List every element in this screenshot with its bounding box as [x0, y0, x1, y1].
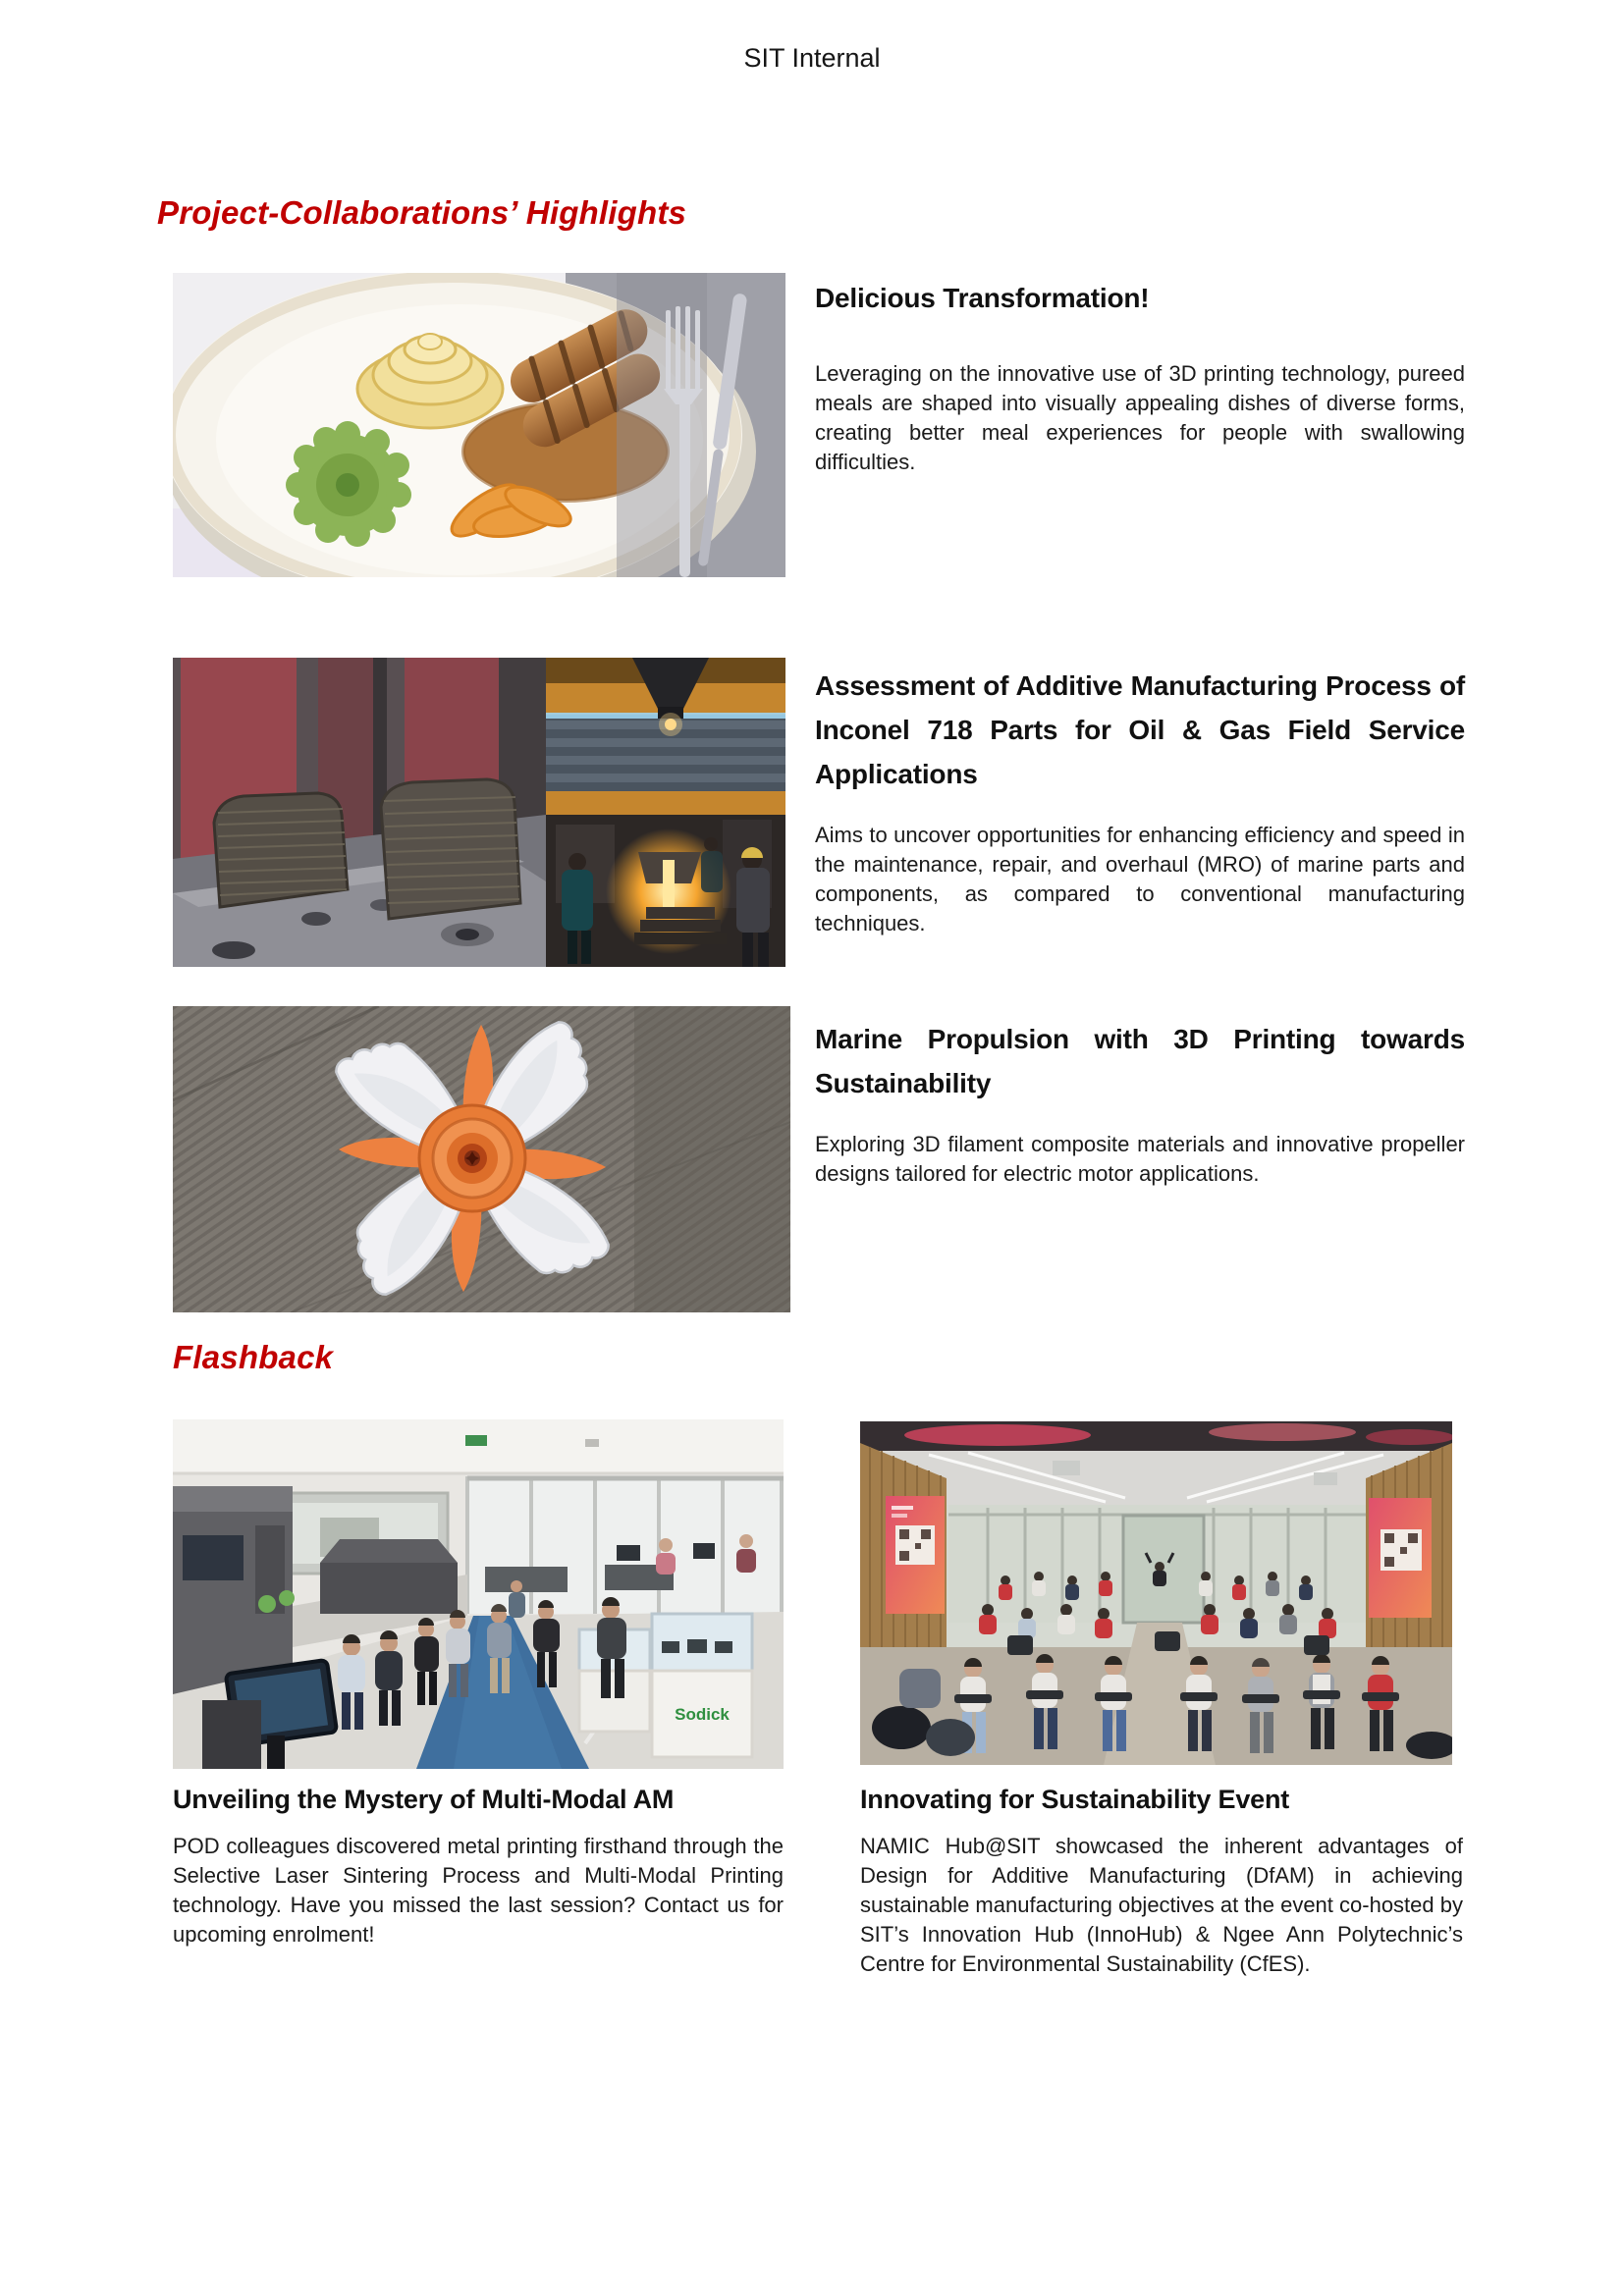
highlight-item-2 [815, 664, 1465, 938]
sustainability-event-audience-photo [860, 1421, 1452, 1765]
highlights-section-title: Project-Collaborations’ Highlights [157, 194, 687, 231]
printed-propeller-photo [173, 1006, 790, 1312]
flashback-1-heading: Unveiling the Mystery of Multi-Modal AM [173, 1785, 675, 1814]
highlight-item-3 [815, 1017, 1465, 1189]
highlight-1-heading: Delicious Transformation! [815, 283, 1150, 313]
page-classification-header: SIT Internal [743, 43, 881, 73]
pureed-food-plate-photo [173, 273, 785, 577]
flashback-section-title: Flashback [173, 1339, 334, 1375]
flashback-item-1 [173, 1783, 784, 1949]
highlight-3-heading: Marine Propulsion with 3D Printing towards Sustainability [815, 1024, 1465, 1098]
flashback-item-2 [860, 1783, 1463, 1979]
highlight-2-heading: Assessment of Additive Manufacturing Process of Inconel 718 Parts for Oil & Gas Field Service Applications [815, 670, 1465, 789]
flashback-2-heading: Innovating for Sustainability Event [860, 1785, 1290, 1814]
flashback-2-body: NAMIC Hub@SIT showcased the inherent advantages of Design for Additive Manufacturing (DfAM) in achieving sustainable manufacturing objectives at the event co-hosted by SIT’s Innovation Hub (InnoHub) & Ngee Ann Polytechnic’s Centre for Environmental Sustainability (CfES). [860, 1834, 1463, 1976]
sodick-brand-label: Sodick [675, 1705, 730, 1724]
highlight-3-body: Exploring 3D filament composite materials and innovative propeller designs tailored for electric motor applications. [815, 1132, 1465, 1186]
highlight-item-1 [815, 276, 1465, 477]
multimodal-am-showroom-photo [173, 1419, 784, 1769]
highlight-1-body: Leveraging on the innovative use of 3D printing technology, pureed meals are shaped into visually appealing dishes of diverse forms, creating better meal experiences for people with swallowing difficulties. [815, 361, 1465, 474]
inconel-am-process-photo [173, 658, 785, 967]
flashback-1-body: POD colleagues discovered metal printing firsthand through the Selective Laser Sintering Process and Multi-Modal Printing technology. Have you missed the last session? Contact us for upcoming enrolment! [173, 1834, 784, 1947]
highlight-2-body: Aims to uncover opportunities for enhancing efficiency and speed in the maintenance, repair, and overhaul (MRO) of marine parts and components, as compared to conventional manufacturing techniques. [815, 823, 1465, 935]
